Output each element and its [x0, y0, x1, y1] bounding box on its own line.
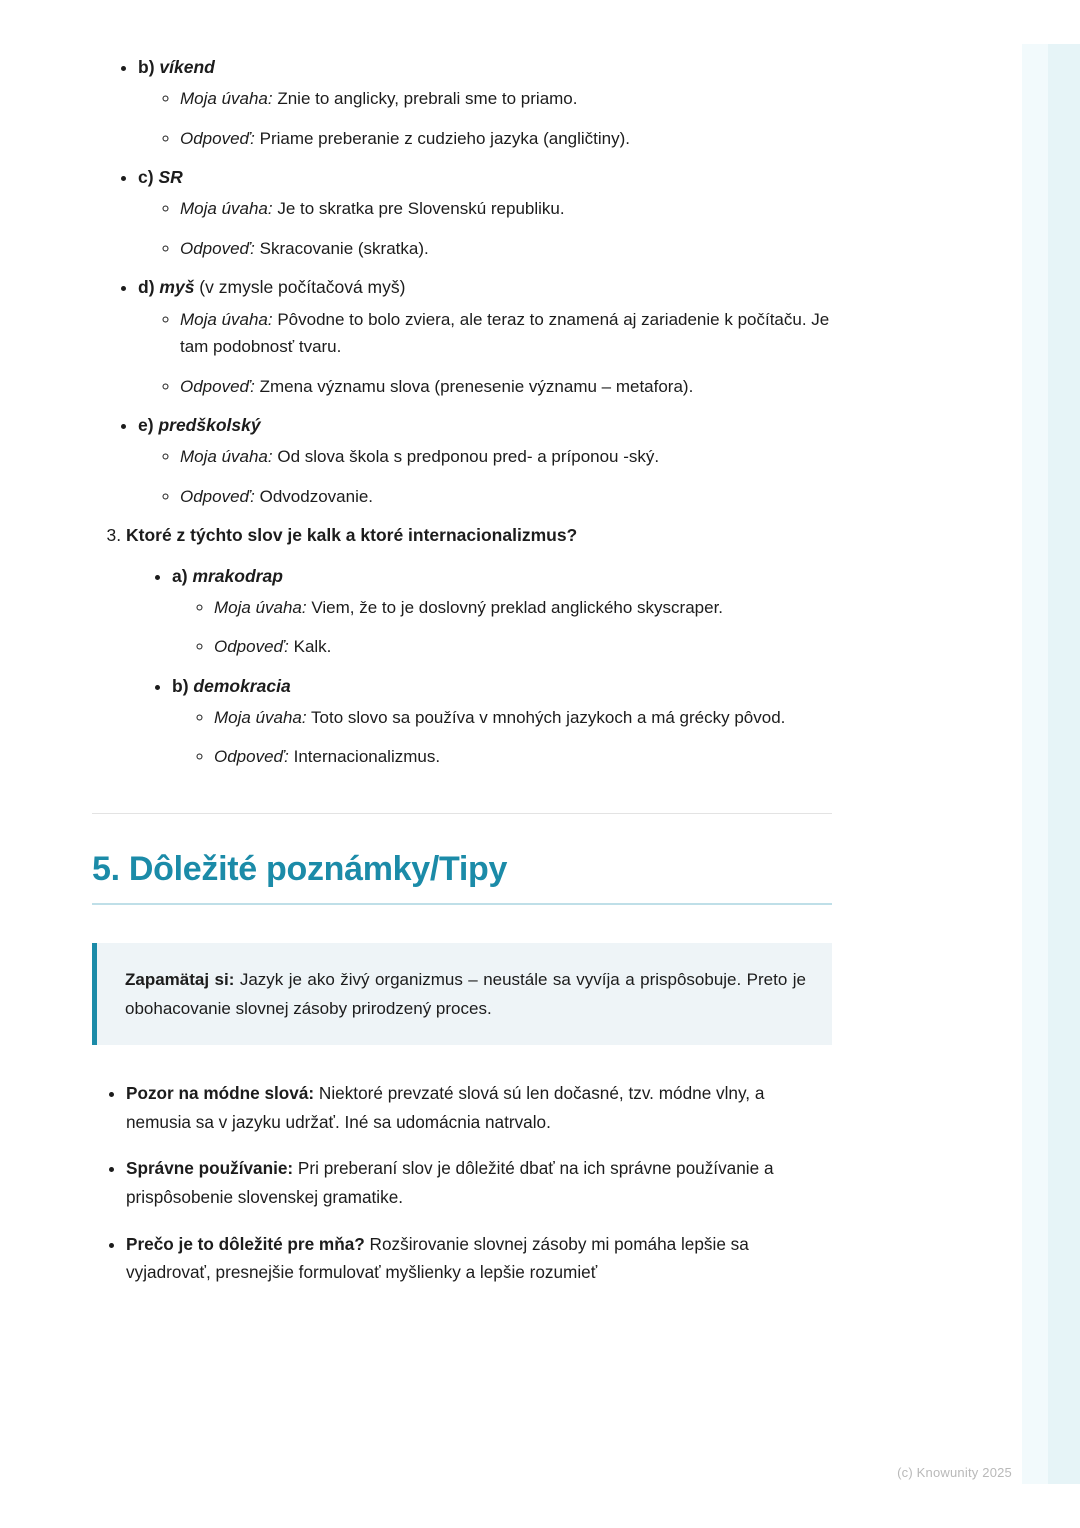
tip-lead: Správne používanie:	[126, 1158, 294, 1179]
item-term: predškolský	[158, 415, 261, 436]
sub-lead: Moja úvaha:	[180, 89, 273, 109]
list-item	[180, 195, 832, 223]
item-label: a)	[172, 565, 188, 586]
sub-text: Toto slovo sa používa v mnohých jazykoch a má grécky pôvod.	[306, 707, 786, 727]
list-item	[214, 594, 832, 622]
sub-lead: Moja úvaha:	[180, 447, 273, 467]
item-label: d)	[138, 277, 155, 298]
item-label: e)	[138, 415, 154, 436]
sub-lead: Moja úvaha:	[214, 707, 307, 727]
item-term: SR	[158, 167, 183, 188]
item-label: b)	[138, 57, 155, 77]
callout-remember	[92, 943, 832, 1045]
sub-list	[138, 306, 832, 401]
sub-lead: Odpoveď:	[180, 376, 255, 396]
list-item	[180, 373, 832, 401]
section-heading-5: 5. Dôležité poznámky/Tipy	[92, 850, 832, 905]
item-label: c)	[138, 167, 154, 188]
page-edge-strip-inner	[1022, 44, 1048, 1484]
tip-text: Pri preberaní slov je dôležité dbať na ich správne používanie a prispôsobenie slovenskej gramatike.	[126, 1158, 774, 1208]
list-item	[172, 673, 832, 771]
list-item	[180, 235, 832, 263]
answer-list-question2	[92, 54, 832, 510]
list-item	[126, 1154, 832, 1211]
list-item	[138, 412, 832, 510]
tip-text: Niektoré prevzaté slová sú len dočasné, tzv. módne vlny, a nemusia sa v jazyku udržať. Iné sa udomácnia natrvalo.	[126, 1083, 765, 1132]
list-item	[180, 443, 832, 471]
sub-lead: Moja úvaha:	[214, 597, 307, 617]
sub-list	[138, 85, 832, 152]
question-item-3	[126, 522, 832, 771]
sub-lead: Odpoveď:	[214, 747, 289, 767]
item-term: demokracia	[193, 675, 291, 696]
list-item	[214, 633, 832, 661]
tip-text: Rozširovanie slovnej zásoby mi pomáha lepšie sa vyjadrovať, presnejšie formulovať myšlienky a lepšie rozumieť	[126, 1233, 749, 1283]
tip-lead: Pozor na módne slová:	[126, 1083, 315, 1104]
list-item	[138, 164, 832, 262]
sub-text: Kalk.	[288, 637, 332, 657]
sub-text: Zmena významu slova (prenesenie významu – metafora).	[254, 376, 694, 396]
sub-text: Znie to anglicky, prebrali sme to priamo.	[272, 89, 578, 109]
sub-text: Internacionalizmus.	[288, 747, 441, 767]
answer-list-question3	[126, 563, 832, 771]
sub-text: Viem, že to je doslovný preklad anglického skyscraper.	[306, 597, 724, 617]
section-divider	[92, 813, 832, 814]
list-item	[180, 85, 832, 113]
question-text: Ktoré z týchto slov je kalk a ktoré internacionalizmus?	[126, 525, 578, 546]
sub-lead: Moja úvaha:	[180, 309, 273, 329]
list-item	[214, 743, 832, 771]
sub-list	[172, 594, 832, 661]
sub-list	[138, 195, 832, 262]
list-item	[180, 125, 832, 153]
list-item	[180, 306, 832, 361]
tips-list	[92, 1079, 832, 1286]
list-item	[180, 483, 832, 511]
sub-lead: Odpoveď:	[180, 128, 255, 148]
sub-text: Skracovanie (skratka).	[254, 238, 429, 258]
item-label: b)	[172, 675, 189, 696]
item-term: víkend	[159, 57, 215, 77]
callout-text: Jazyk je ako živý organizmus – neustále sa vyvíja a prispôsobuje. Preto je obohacovanie slovnej zásoby prirodzený proces.	[125, 969, 806, 1019]
sub-text: Pôvodne to bolo zviera, ale teraz to znamená aj zariadenie k počítaču. Je tam podobnosť tvaru.	[180, 309, 830, 357]
tip-lead: Prečo je to dôležité pre mňa?	[126, 1233, 365, 1254]
list-item	[138, 54, 832, 152]
document-content	[92, 40, 832, 1305]
item-term: mrakodrap	[192, 565, 283, 586]
callout-lead: Zapamätaj si:	[125, 969, 235, 989]
sub-lead: Odpoveď:	[214, 637, 289, 657]
list-item	[126, 1079, 832, 1136]
list-item	[138, 274, 832, 400]
sub-text: Odvodzovanie.	[254, 486, 374, 506]
sub-text: Je to skratka pre Slovenskú republiku.	[272, 199, 565, 219]
list-item	[126, 1230, 832, 1287]
sub-list	[138, 443, 832, 510]
item-term: myš	[159, 277, 195, 298]
list-item	[172, 563, 832, 661]
sub-lead: Odpoveď:	[180, 486, 255, 506]
sub-lead: Odpoveď:	[180, 238, 255, 258]
question-list	[92, 522, 832, 771]
sub-list	[172, 704, 832, 771]
sub-lead: Moja úvaha:	[180, 199, 273, 219]
sub-text: Od slova škola s predponou pred- a príponou -ský.	[272, 447, 660, 467]
sub-text: Priame preberanie z cudzieho jazyka (angličtiny).	[254, 128, 631, 148]
list-item	[214, 704, 832, 732]
item-suffix: (v zmysle počítačová myš)	[194, 277, 406, 298]
copyright-watermark: (c) Knowunity 2025	[897, 1465, 1012, 1480]
page-edge-strip-outer	[1048, 44, 1080, 1484]
